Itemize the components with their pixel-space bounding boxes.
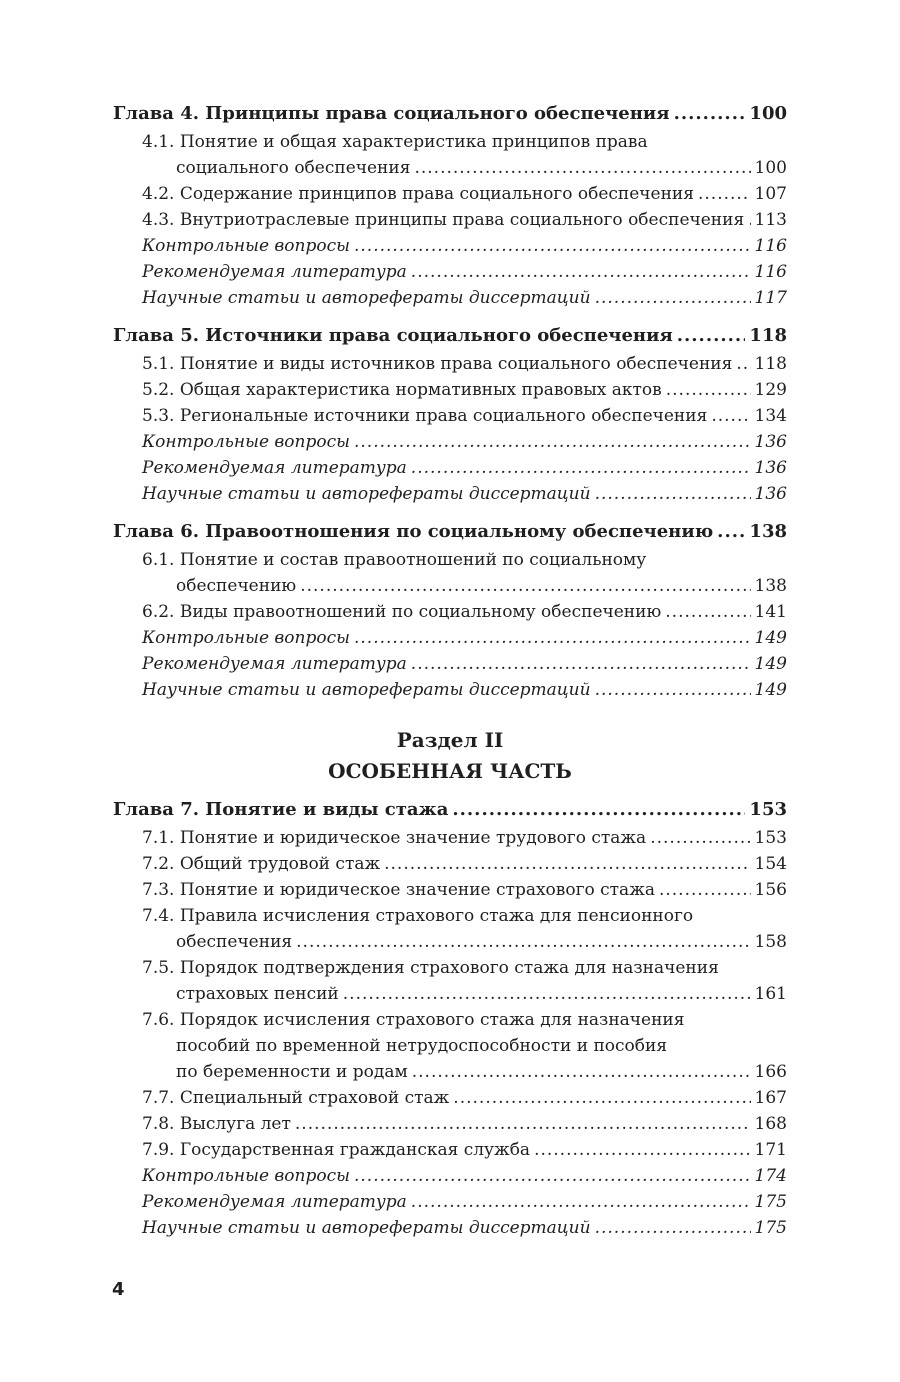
dot-leader: [411, 455, 751, 481]
dot-leader: [748, 207, 750, 233]
entry-page: 138: [749, 521, 787, 542]
entry-page: 161: [754, 984, 787, 1004]
auxiliary-entry: [113, 259, 787, 285]
entry-page: 129: [754, 380, 787, 400]
entry-page: 175: [754, 1192, 787, 1212]
section-entry: [113, 403, 787, 429]
auxiliary-entry: [113, 429, 787, 455]
entry-page: 136: [754, 458, 787, 478]
entry-title: Научные статьи и авторефераты диссертаций: [142, 1218, 591, 1238]
section-entry: [113, 599, 787, 625]
dot-leader: [452, 795, 745, 825]
section-entry: [113, 1085, 787, 1111]
chapter-block: [113, 517, 787, 703]
entry-page: 118: [749, 325, 787, 346]
dot-leader: [666, 377, 751, 403]
entry-page: 107: [754, 184, 787, 204]
dot-leader: [384, 851, 750, 877]
part-heading: [113, 725, 787, 787]
entry-page: 171: [754, 1140, 787, 1160]
part-number: Раздел II: [396, 728, 504, 752]
entry-page: 158: [754, 932, 787, 952]
dot-leader: [736, 351, 750, 377]
entry-title: 7.2. Общий трудовой стаж: [142, 854, 381, 874]
section-line: 4.1. Понятие и общая характеристика принципов права: [142, 132, 648, 152]
section-entry: [113, 825, 787, 851]
dot-leader: [595, 481, 751, 507]
auxiliary-entry: [113, 677, 787, 703]
auxiliary-entry: [113, 1189, 787, 1215]
entry-title: Рекомендуемая литература: [142, 458, 407, 478]
section-entry: [113, 351, 787, 377]
dot-leader: [453, 1085, 750, 1111]
chapter-block: [113, 795, 787, 1241]
section-entry: [113, 877, 787, 903]
entry-title: 5.3. Региональные источники права социального обеспечения: [142, 406, 708, 426]
entry-title: Рекомендуемая литература: [142, 1192, 407, 1212]
entry-page: 149: [754, 680, 787, 700]
auxiliary-entry: [113, 651, 787, 677]
entry-title: 7.7. Специальный страховой стаж: [142, 1088, 450, 1108]
entry-page: 134: [754, 406, 787, 426]
auxiliary-entry: [113, 455, 787, 481]
dot-leader: [354, 625, 751, 651]
entry-title: 6.2. Виды правоотношений по социальному обеспечению: [142, 602, 662, 622]
chapter-block: [113, 321, 787, 507]
dot-leader: [296, 929, 750, 955]
entry-page: 174: [754, 1166, 787, 1186]
entry-title: 7.3. Понятие и юридическое значение страхового стажа: [142, 880, 655, 900]
entry-title: 4.3. Внутриотраслевые принципы права социального обеспечения: [142, 210, 745, 230]
entry-title: по беременности и родам: [176, 1062, 408, 1082]
entry-title: Контрольные вопросы: [142, 236, 350, 256]
chapter-title: [113, 321, 787, 351]
dot-leader: [650, 825, 750, 851]
section-line: [142, 981, 787, 1007]
entry-page: 136: [754, 484, 787, 504]
entry-page: 100: [749, 103, 787, 124]
auxiliary-entry: [113, 1215, 787, 1241]
entry-title: 4.2. Содержание принципов права социального обеспечения: [142, 184, 694, 204]
chapter-title: [113, 795, 787, 825]
auxiliary-entry: [113, 233, 787, 259]
dot-leader: [698, 181, 751, 207]
entry-page: 168: [754, 1114, 787, 1134]
entry-title: Контрольные вопросы: [142, 1166, 350, 1186]
dot-leader: [717, 517, 745, 547]
section-line: пособий по временной нетрудоспособности и пособия: [176, 1036, 668, 1056]
entry-page: 175: [754, 1218, 787, 1238]
table-of-contents: [113, 99, 787, 1251]
entry-page: 141: [754, 602, 787, 622]
dot-leader: [534, 1137, 750, 1163]
section-line: 7.5. Порядок подтверждения страхового стажа для назначения: [142, 958, 719, 978]
entry-page: 154: [754, 854, 787, 874]
entry-title: Глава 4. Принципы права социального обеспечения: [113, 103, 670, 124]
dot-leader: [300, 573, 750, 599]
entry-page: 116: [754, 262, 787, 282]
dot-leader: [343, 981, 751, 1007]
entry-title: 5.2. Общая характеристика нормативных правовых актов: [142, 380, 662, 400]
section-entry: [113, 1137, 787, 1163]
entry-page: 149: [754, 628, 787, 648]
entry-title: 7.9. Государственная гражданская служба: [142, 1140, 531, 1160]
toc-block-general: [113, 99, 787, 703]
section-line: 7.4. Правила исчисления страхового стажа для пенсионного: [142, 906, 694, 926]
section-entry: [113, 547, 787, 599]
entry-title: Рекомендуемая литература: [142, 654, 407, 674]
section-entry: [113, 851, 787, 877]
entry-title: Научные статьи и авторефераты диссертаций: [142, 484, 591, 504]
entry-title: 5.1. Понятие и виды источников права социального обеспечения: [142, 354, 733, 374]
entry-page: 117: [754, 288, 787, 308]
entry-page: 118: [754, 354, 787, 374]
section-line: [142, 1059, 787, 1085]
entry-title: Глава 5. Источники права социального обеспечения: [113, 325, 673, 346]
entry-page: 149: [754, 654, 787, 674]
section-line: [142, 155, 787, 181]
auxiliary-entry: [113, 1163, 787, 1189]
dot-leader: [659, 877, 751, 903]
entry-title: Научные статьи и авторефераты диссертаций: [142, 288, 591, 308]
dot-leader: [354, 429, 751, 455]
dot-leader: [595, 1215, 751, 1241]
dot-leader: [354, 233, 751, 259]
dot-leader: [677, 321, 746, 351]
auxiliary-entry: [113, 481, 787, 507]
dot-leader: [414, 155, 750, 181]
chapter-title: [113, 517, 787, 547]
section-entry: [113, 903, 787, 955]
entry-page: 100: [754, 158, 787, 178]
entry-title: Глава 7. Понятие и виды стажа: [113, 799, 449, 820]
dot-leader: [711, 403, 750, 429]
entry-title: Контрольные вопросы: [142, 432, 350, 452]
section-entry: [113, 181, 787, 207]
auxiliary-entry: [113, 625, 787, 651]
dot-leader: [411, 259, 751, 285]
dot-leader: [295, 1111, 751, 1137]
part-title: ОСОБЕННАЯ ЧАСТЬ: [328, 759, 572, 783]
section-entry: [113, 1111, 787, 1137]
dot-leader: [674, 99, 746, 129]
section-entry: [113, 129, 787, 181]
entry-title: обеспечения: [176, 932, 293, 952]
toc-block-special: [113, 795, 787, 1241]
entry-title: Контрольные вопросы: [142, 628, 350, 648]
dot-leader: [411, 1189, 751, 1215]
entry-page: 153: [754, 828, 787, 848]
entry-page: 167: [754, 1088, 787, 1108]
entry-page: 138: [754, 576, 787, 596]
entry-title: социального обеспечения: [176, 158, 411, 178]
dot-leader: [411, 651, 751, 677]
entry-page: 116: [754, 236, 787, 256]
dot-leader: [595, 285, 751, 311]
entry-title: страховых пенсий: [176, 984, 339, 1004]
entry-title: Глава 6. Правоотношения по социальному обеспечению: [113, 521, 714, 542]
section-entry: [113, 377, 787, 403]
dot-leader: [595, 677, 751, 703]
entry-page: 166: [754, 1062, 787, 1082]
entry-page: 156: [754, 880, 787, 900]
entry-title: 7.8. Выслуга лет: [142, 1114, 291, 1134]
auxiliary-entry: [113, 285, 787, 311]
section-entry: [113, 207, 787, 233]
entry-title: обеспечению: [176, 576, 297, 596]
dot-leader: [665, 599, 750, 625]
entry-page: 113: [754, 210, 787, 230]
dot-leader: [412, 1059, 751, 1085]
section-line: [142, 573, 787, 599]
entry-page: 136: [754, 432, 787, 452]
entry-title: Рекомендуемая литература: [142, 262, 407, 282]
section-line: [142, 929, 787, 955]
section-entry: [113, 955, 787, 1007]
section-line: 6.1. Понятие и состав правоотношений по социальному: [142, 550, 647, 570]
section-line: 7.6. Порядок исчисления страхового стажа для назначения: [142, 1010, 685, 1030]
chapter-block: [113, 99, 787, 311]
dot-leader: [354, 1163, 751, 1189]
entry-title: 7.1. Понятие и юридическое значение трудового стажа: [142, 828, 647, 848]
entry-title: Научные статьи и авторефераты диссертаций: [142, 680, 591, 700]
page-number: 4: [112, 1279, 125, 1300]
entry-page: 153: [749, 799, 787, 820]
section-entry: [113, 1007, 787, 1085]
chapter-title: [113, 99, 787, 129]
